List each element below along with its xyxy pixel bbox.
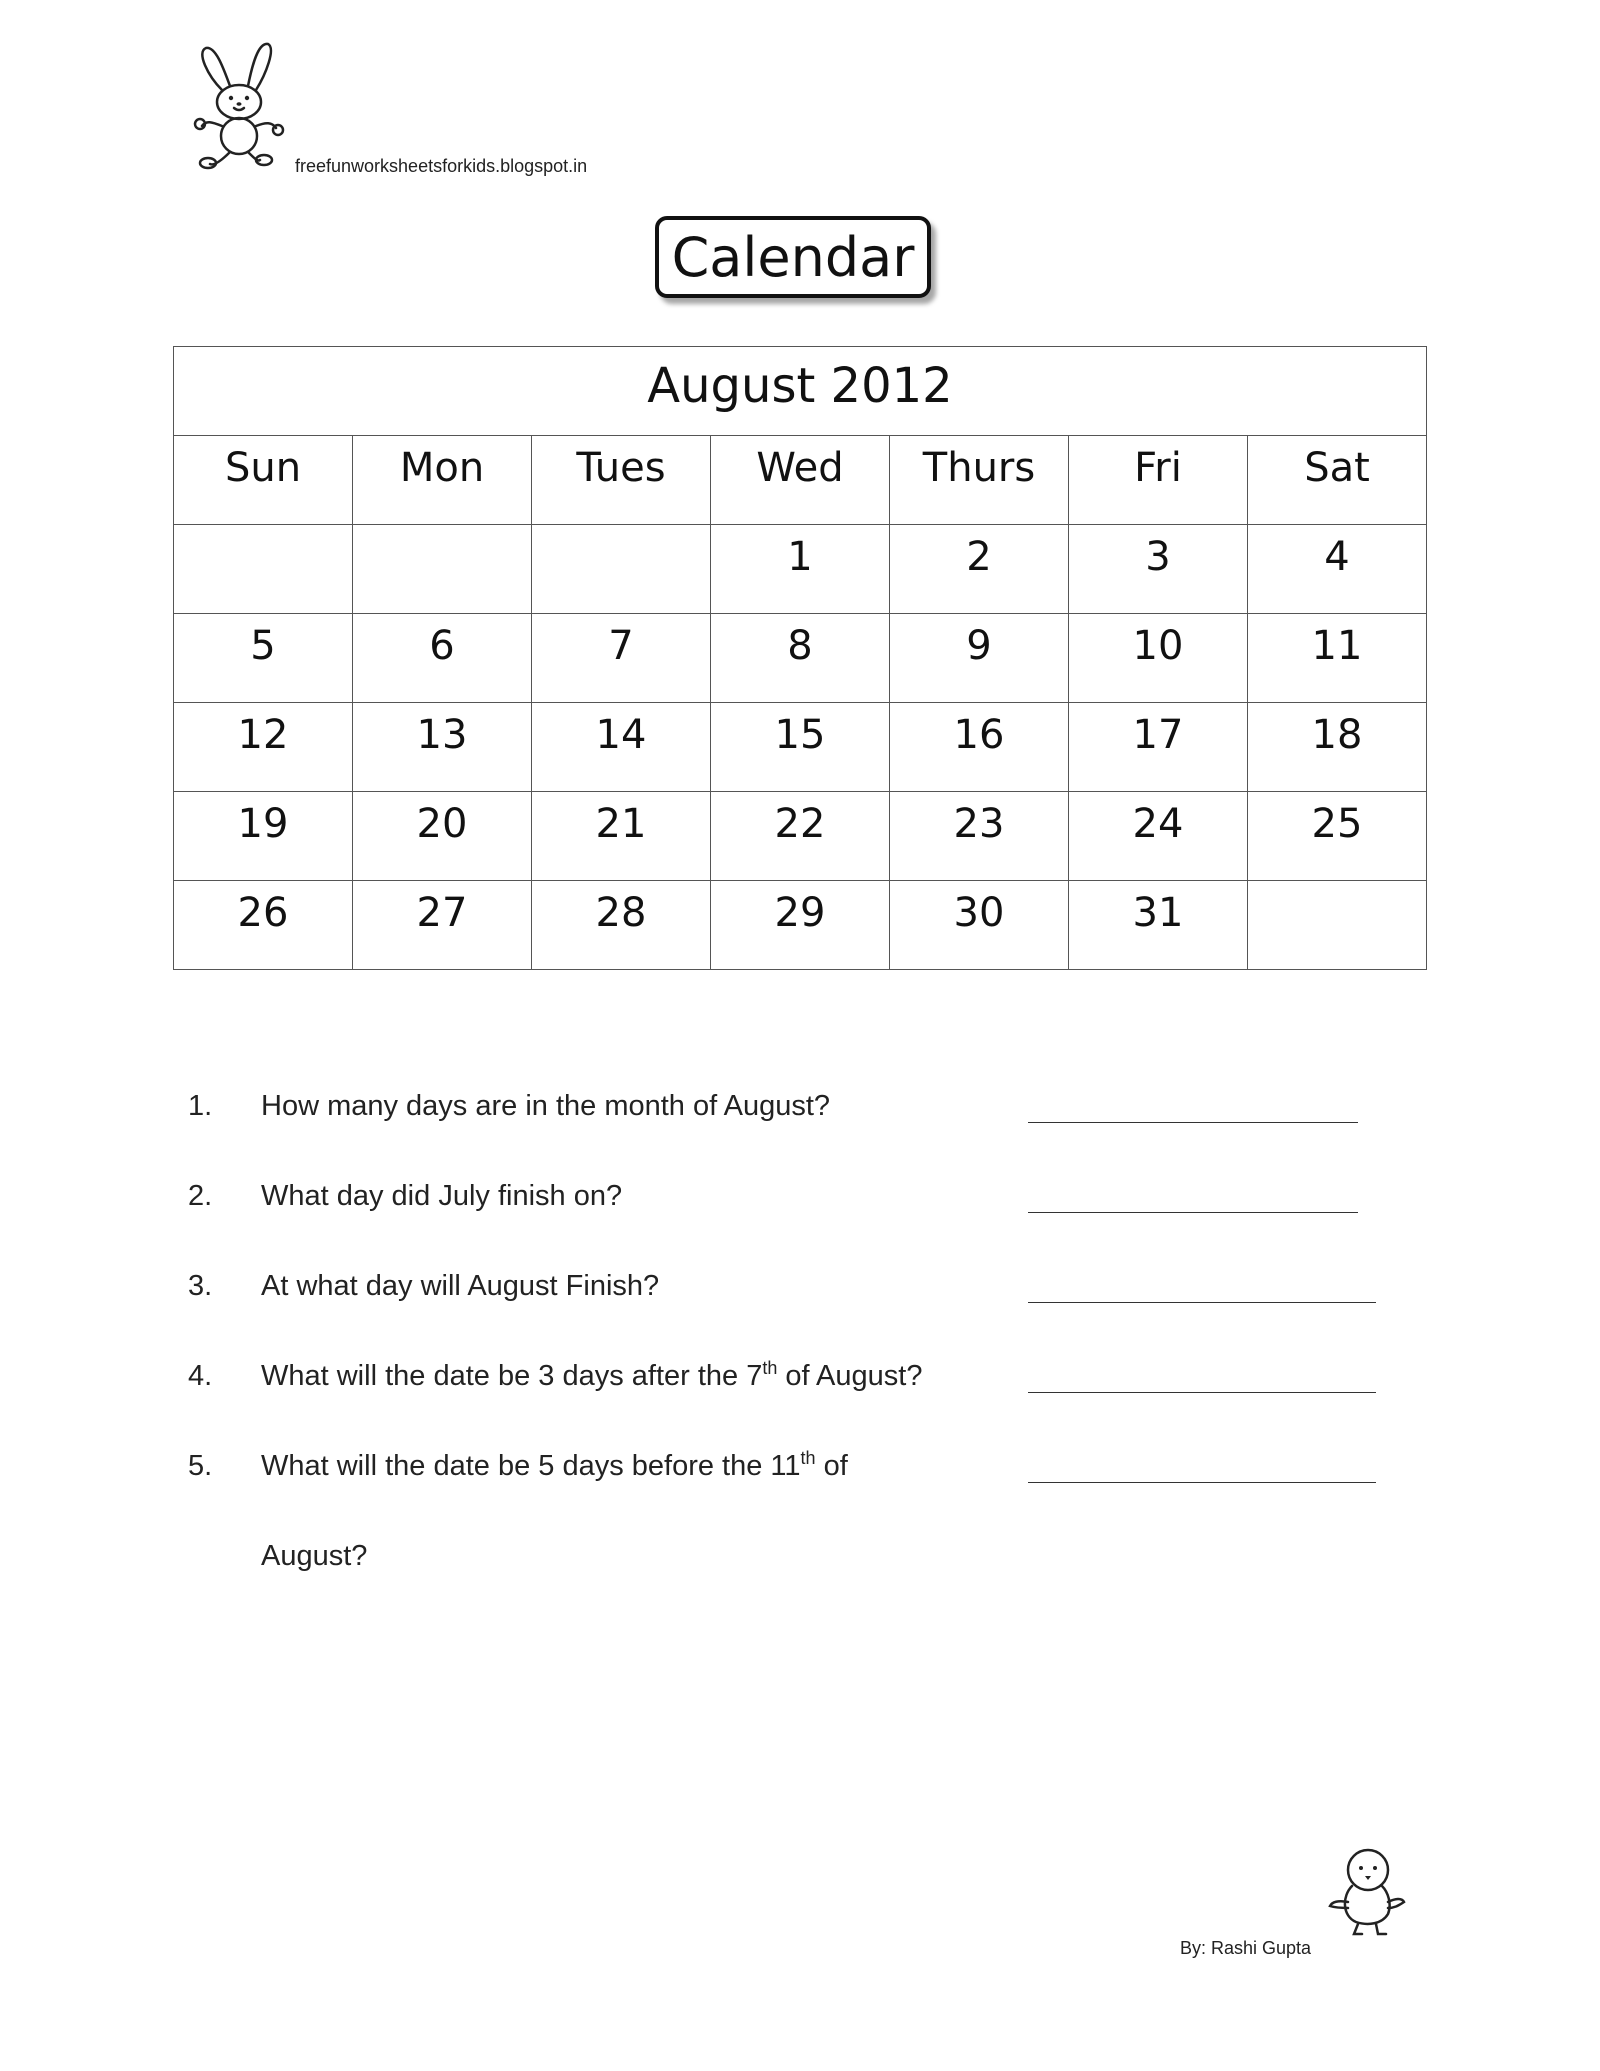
- month-header-row: [174, 347, 1427, 436]
- day-cell: 3: [1069, 525, 1248, 614]
- question-number: 5.: [188, 1450, 213, 1482]
- week-row: [174, 525, 1427, 614]
- question-text-part: of: [815, 1450, 848, 1482]
- questions-list: [188, 1090, 1428, 1630]
- day-cell: 19: [174, 792, 353, 881]
- answer-line[interactable]: [1028, 1482, 1376, 1483]
- day-cell: 27: [353, 881, 532, 970]
- answer-line[interactable]: [1028, 1302, 1376, 1303]
- day-cell: 6: [353, 614, 532, 703]
- day-cell: 18: [1248, 703, 1427, 792]
- day-cell: [353, 525, 532, 614]
- site-url: freefunworksheetsforkids.blogspot.in: [295, 156, 588, 176]
- chick-icon: [1328, 1846, 1406, 1938]
- question-number: 3.: [188, 1270, 213, 1302]
- question-text: [261, 1360, 922, 1393]
- day-cell: 15: [711, 703, 890, 792]
- question-text-part: of August?: [777, 1360, 923, 1392]
- author-credit: By: Rashi Gupta: [1180, 1938, 1312, 1958]
- day-cell: 22: [711, 792, 890, 881]
- weekday-header: Thurs: [890, 436, 1069, 525]
- day-cell: 4: [1248, 525, 1427, 614]
- day-cell: 7: [532, 614, 711, 703]
- day-cell: 16: [890, 703, 1069, 792]
- day-cell: 21: [532, 792, 711, 881]
- question-text-part: What will the date be 3 days after the 7: [261, 1360, 763, 1392]
- day-cell: 5: [174, 614, 353, 703]
- question-number: 2.: [188, 1180, 213, 1212]
- day-cell: 24: [1069, 792, 1248, 881]
- weekday-header: Fri: [1069, 436, 1248, 525]
- weekday-header: Tues: [532, 436, 711, 525]
- question-number: 4.: [188, 1360, 213, 1392]
- day-cell: [174, 525, 353, 614]
- calendar-table: [173, 346, 1427, 970]
- answer-line[interactable]: [1028, 1392, 1376, 1393]
- week-row: [174, 792, 1427, 881]
- answer-line[interactable]: [1028, 1122, 1358, 1123]
- day-cell: 9: [890, 614, 1069, 703]
- day-cell: 13: [353, 703, 532, 792]
- day-cell: 26: [174, 881, 353, 970]
- question-text: At what day will August Finish?: [261, 1270, 660, 1302]
- weekday-header: Sat: [1248, 436, 1427, 525]
- question-continuation: [188, 1540, 1428, 1630]
- weekday-header: Mon: [353, 436, 532, 525]
- day-cell: 11: [1248, 614, 1427, 703]
- week-row: [174, 881, 1427, 970]
- question-text-continuation: August?: [261, 1540, 368, 1572]
- question-item: [188, 1090, 1428, 1180]
- bunny-icon: [186, 36, 292, 174]
- day-cell: 31: [1069, 881, 1248, 970]
- week-row: [174, 614, 1427, 703]
- day-cell: 25: [1248, 792, 1427, 881]
- day-cell: 28: [532, 881, 711, 970]
- day-cell: 10: [1069, 614, 1248, 703]
- question-item: [188, 1360, 1428, 1450]
- ordinal-suffix: th: [762, 1358, 778, 1378]
- title-box: [655, 216, 931, 298]
- day-cell: 12: [174, 703, 353, 792]
- day-cell: 20: [353, 792, 532, 881]
- day-cell: 23: [890, 792, 1069, 881]
- question-text: [261, 1450, 848, 1483]
- ordinal-suffix: th: [800, 1448, 816, 1468]
- weekday-header: Wed: [711, 436, 890, 525]
- week-row: [174, 703, 1427, 792]
- day-cell: 2: [890, 525, 1069, 614]
- day-cell: 29: [711, 881, 890, 970]
- weekday-header-row: [174, 436, 1427, 525]
- question-text-part: What will the date be 5 days before the 11: [261, 1450, 801, 1482]
- month-label: August 2012: [174, 347, 1427, 436]
- question-item: [188, 1270, 1428, 1360]
- question-item: [188, 1180, 1428, 1270]
- day-cell: 30: [890, 881, 1069, 970]
- question-item: [188, 1450, 1428, 1540]
- day-cell: 14: [532, 703, 711, 792]
- page-title: Calendar: [671, 225, 915, 289]
- day-cell: 8: [711, 614, 890, 703]
- question-number: 1.: [188, 1090, 213, 1122]
- day-cell: 17: [1069, 703, 1248, 792]
- question-text: What day did July finish on?: [261, 1180, 623, 1212]
- day-cell: [532, 525, 711, 614]
- question-text: How many days are in the month of August?: [261, 1090, 831, 1122]
- weekday-header: Sun: [174, 436, 353, 525]
- answer-line[interactable]: [1028, 1212, 1358, 1213]
- day-cell: [1248, 881, 1427, 970]
- day-cell: 1: [711, 525, 890, 614]
